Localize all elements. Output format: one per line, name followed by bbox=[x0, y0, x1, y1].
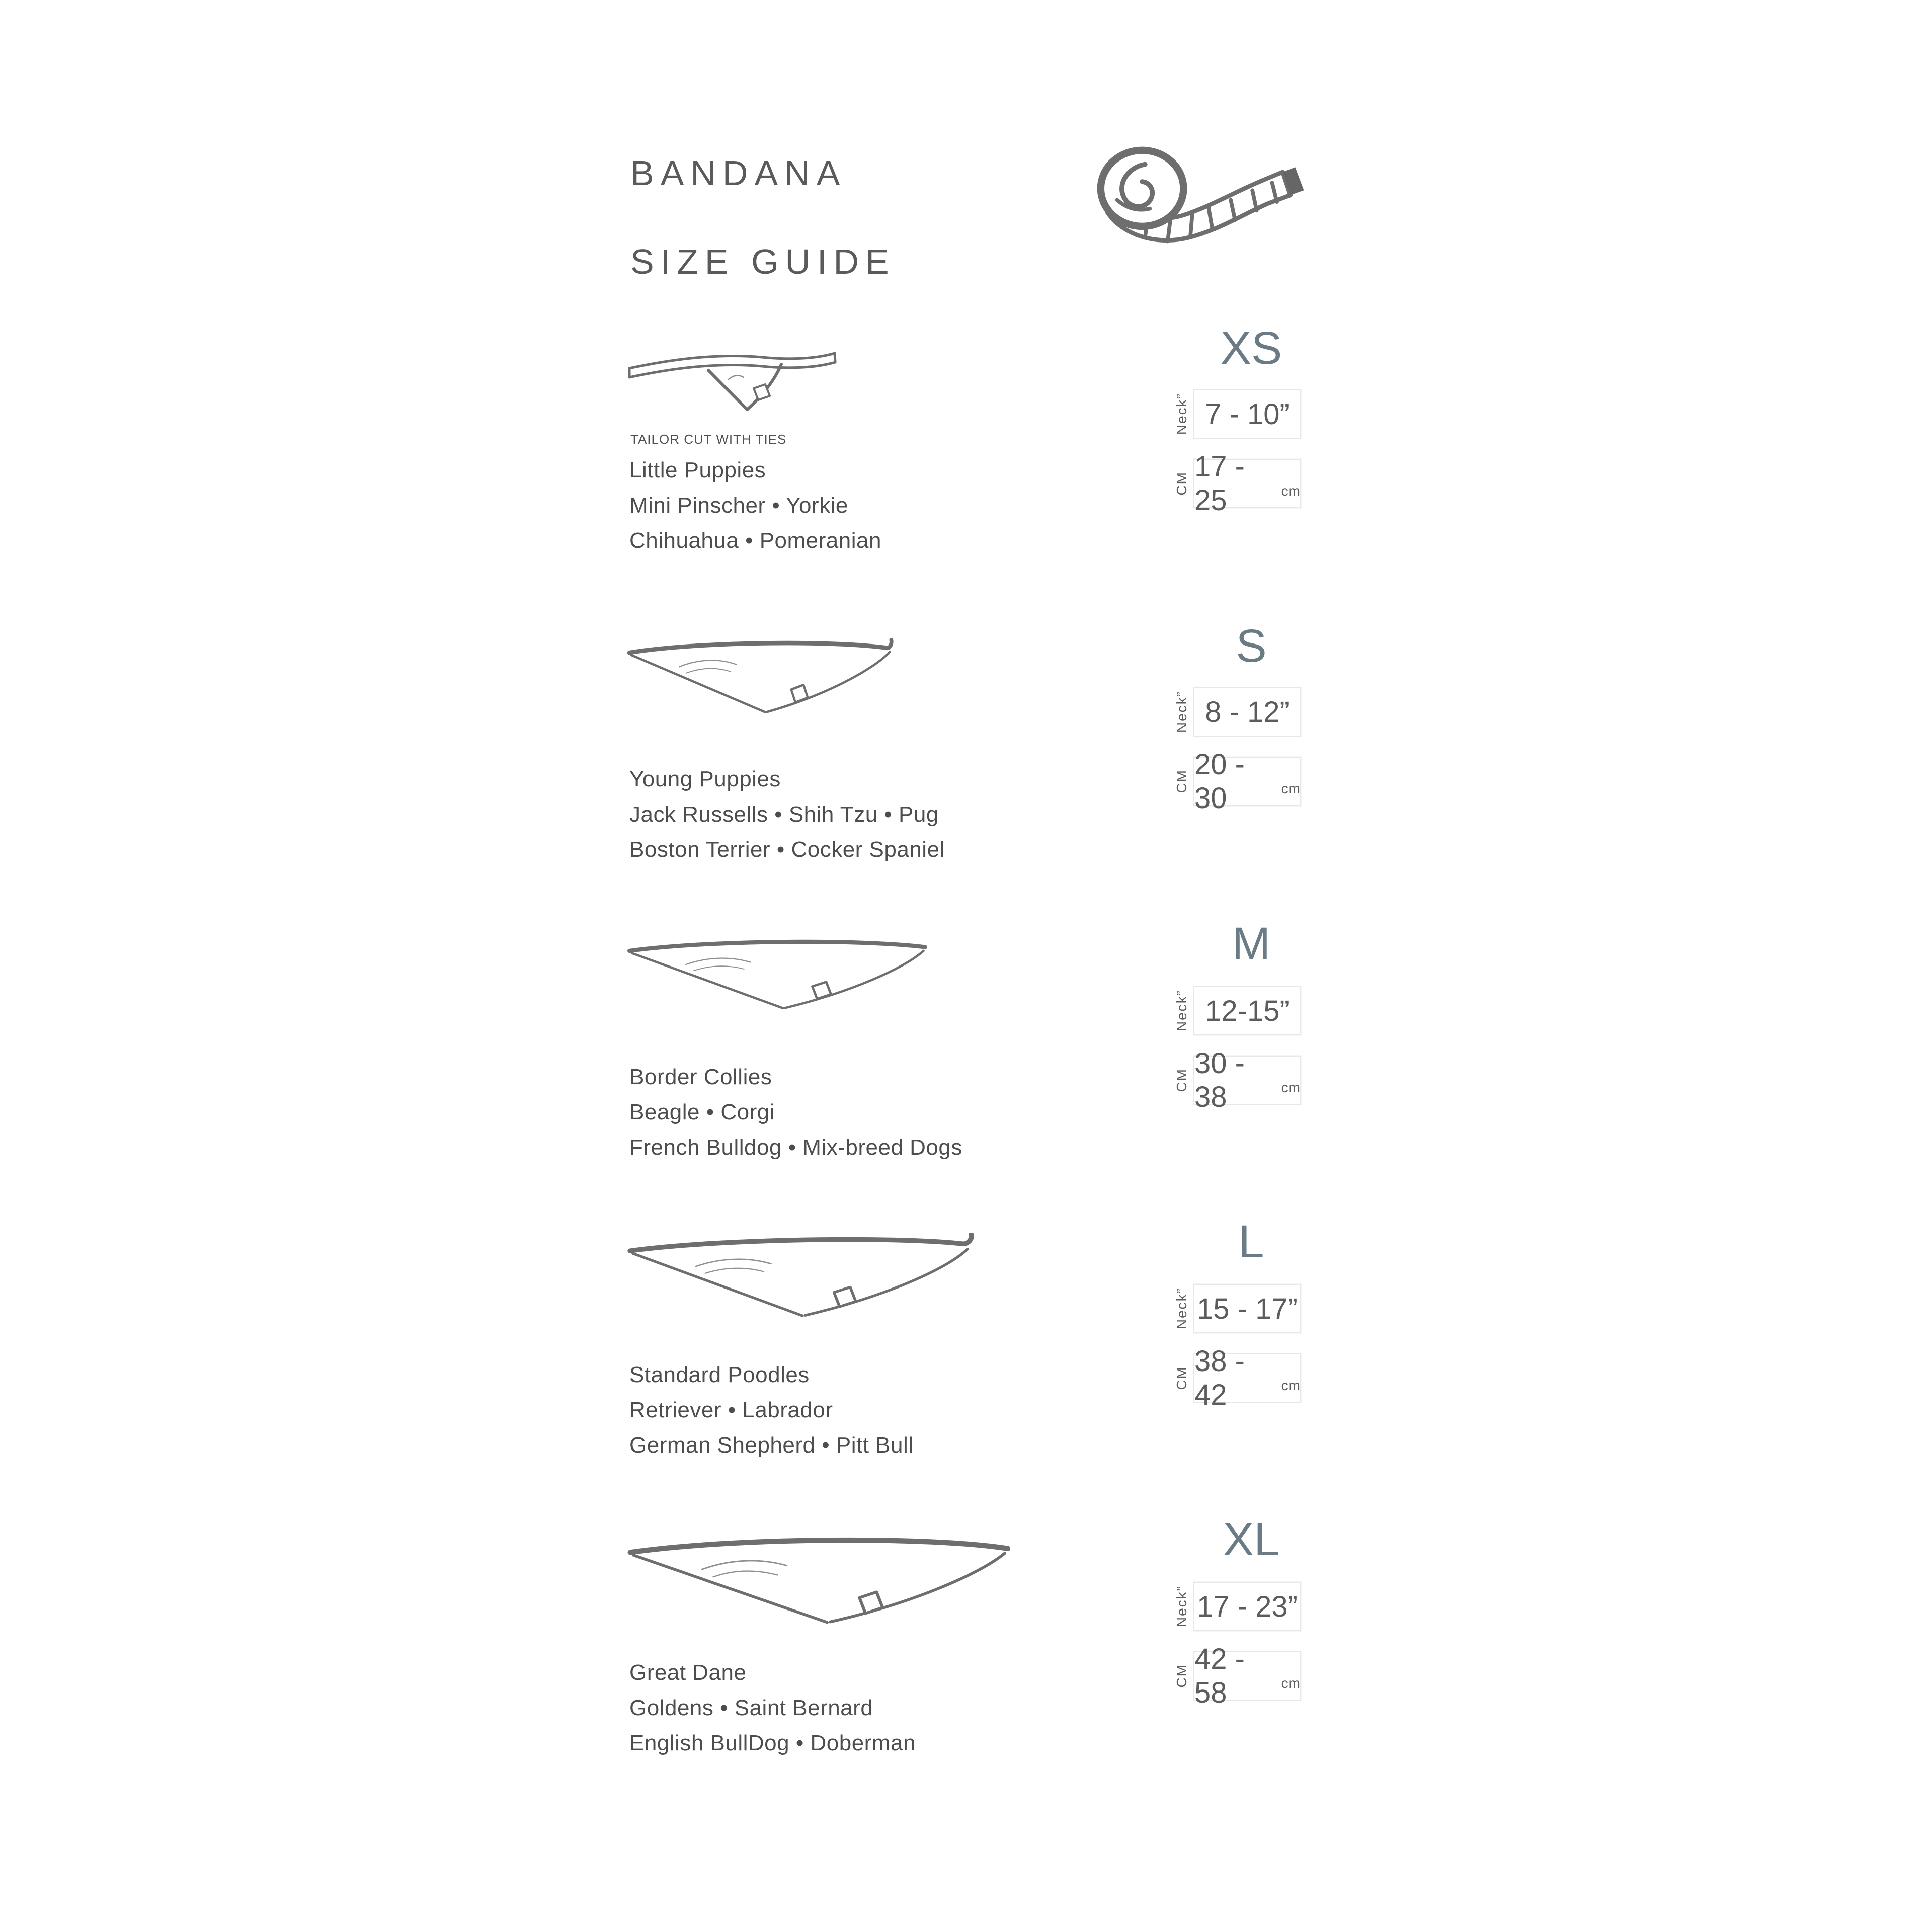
size-section-l bbox=[625, 1216, 1320, 1523]
breed-line: Mini Pinscher • Yorkie bbox=[629, 493, 848, 518]
neck-axis-label: Neck” bbox=[1174, 691, 1189, 733]
breed-list bbox=[629, 1655, 916, 1761]
neck-value-box bbox=[1193, 1582, 1301, 1631]
cm-unit: cm bbox=[1281, 483, 1300, 499]
bandana-with-ties-drawing bbox=[626, 339, 838, 416]
size-label-s: S bbox=[1236, 620, 1267, 672]
cm-measure-row bbox=[1174, 748, 1301, 815]
breed-line: German Shepherd • Pitt Bull bbox=[629, 1433, 914, 1458]
cm-unit: cm bbox=[1281, 1080, 1300, 1095]
neck-value-box bbox=[1193, 389, 1301, 439]
breed-line: Border Collies bbox=[629, 1065, 772, 1089]
breed-line: French Bulldog • Mix-breed Dogs bbox=[629, 1135, 962, 1160]
cm-axis-label: CM bbox=[1174, 769, 1189, 793]
cm-value-box bbox=[1193, 1047, 1301, 1113]
bandana-triangle-drawing bbox=[626, 936, 928, 1011]
bandana-triangle-drawing bbox=[626, 637, 894, 715]
cm-unit: cm bbox=[1281, 1675, 1300, 1691]
cm-value: 20 - 30 bbox=[1194, 748, 1245, 815]
neck-measure-row bbox=[1175, 687, 1301, 737]
neck-value-box bbox=[1193, 986, 1301, 1035]
neck-axis-label: Neck” bbox=[1174, 1287, 1189, 1330]
measuring-tape-icon bbox=[1088, 140, 1310, 246]
size-label-l: L bbox=[1238, 1216, 1264, 1267]
neck-axis-label: Neck” bbox=[1174, 990, 1189, 1032]
neck-measure-row bbox=[1175, 389, 1301, 439]
size-label-xl: XL bbox=[1223, 1514, 1280, 1565]
neck-measure-row bbox=[1175, 1582, 1301, 1631]
cm-value-box bbox=[1193, 450, 1301, 517]
breed-line: Goldens • Saint Bernard bbox=[629, 1696, 873, 1720]
neck-value-box bbox=[1193, 687, 1301, 737]
neck-value: 12-15” bbox=[1205, 994, 1290, 1027]
page-title bbox=[630, 151, 896, 284]
cm-unit: cm bbox=[1281, 1378, 1300, 1393]
cm-value: 42 - 58 bbox=[1194, 1643, 1245, 1709]
cm-value-box bbox=[1193, 748, 1301, 815]
breed-line: Standard Poodles bbox=[629, 1362, 810, 1387]
breed-line: Retriever • Labrador bbox=[629, 1398, 833, 1422]
size-section-m bbox=[625, 918, 1320, 1226]
cm-value-box bbox=[1193, 1345, 1301, 1411]
cm-value: 17 - 25 bbox=[1194, 450, 1245, 517]
neck-value: 17 - 23” bbox=[1197, 1590, 1298, 1623]
neck-value-box bbox=[1193, 1284, 1301, 1333]
cm-measure-row bbox=[1174, 1643, 1301, 1709]
neck-measure-row bbox=[1175, 1284, 1301, 1333]
breed-line: Young Puppies bbox=[629, 767, 781, 791]
neck-measure-row bbox=[1175, 986, 1301, 1035]
breed-list bbox=[629, 453, 881, 558]
cm-axis-label: CM bbox=[1174, 1366, 1189, 1390]
title-line-2: SIZE GUIDE bbox=[630, 242, 896, 281]
neck-value: 15 - 17” bbox=[1197, 1292, 1298, 1325]
size-label-xs: XS bbox=[1220, 323, 1282, 374]
neck-axis-label: Neck” bbox=[1174, 393, 1189, 435]
cm-unit: cm bbox=[1281, 781, 1300, 796]
size-section-s bbox=[625, 620, 1320, 928]
breed-line: Great Dane bbox=[629, 1660, 747, 1685]
breed-list bbox=[629, 1060, 962, 1165]
cm-value-box bbox=[1193, 1643, 1301, 1709]
bandana-triangle-drawing bbox=[626, 1532, 1010, 1626]
neck-value: 8 - 12” bbox=[1205, 695, 1290, 729]
size-section-xs bbox=[625, 323, 1320, 630]
tailor-cut-note: TAILOR CUT WITH TIES bbox=[630, 432, 787, 447]
neck-axis-label: Neck” bbox=[1174, 1585, 1189, 1628]
cm-axis-label: CM bbox=[1174, 471, 1189, 496]
breed-line: Chihuahua • Pomeranian bbox=[629, 528, 881, 553]
breed-line: Jack Russells • Shih Tzu • Pug bbox=[629, 802, 939, 827]
cm-measure-row bbox=[1174, 1345, 1301, 1411]
breed-list bbox=[629, 762, 945, 867]
cm-axis-label: CM bbox=[1174, 1068, 1189, 1092]
size-section-xl bbox=[625, 1514, 1320, 1821]
breed-line: Beagle • Corgi bbox=[629, 1100, 775, 1124]
cm-value: 30 - 38 bbox=[1194, 1047, 1245, 1113]
breed-line: Little Puppies bbox=[629, 458, 766, 482]
cm-measure-row bbox=[1174, 450, 1301, 517]
breed-list bbox=[629, 1357, 914, 1463]
cm-value: 38 - 42 bbox=[1194, 1345, 1245, 1411]
breed-line: Boston Terrier • Cocker Spaniel bbox=[629, 837, 945, 862]
title-line-1: BANDANA bbox=[630, 153, 847, 193]
size-label-m: M bbox=[1232, 918, 1271, 970]
bandana-triangle-drawing bbox=[626, 1233, 979, 1319]
breed-line: English BullDog • Doberman bbox=[629, 1731, 916, 1755]
cm-measure-row bbox=[1174, 1047, 1301, 1113]
neck-value: 7 - 10” bbox=[1205, 397, 1290, 431]
cm-axis-label: CM bbox=[1174, 1664, 1189, 1688]
